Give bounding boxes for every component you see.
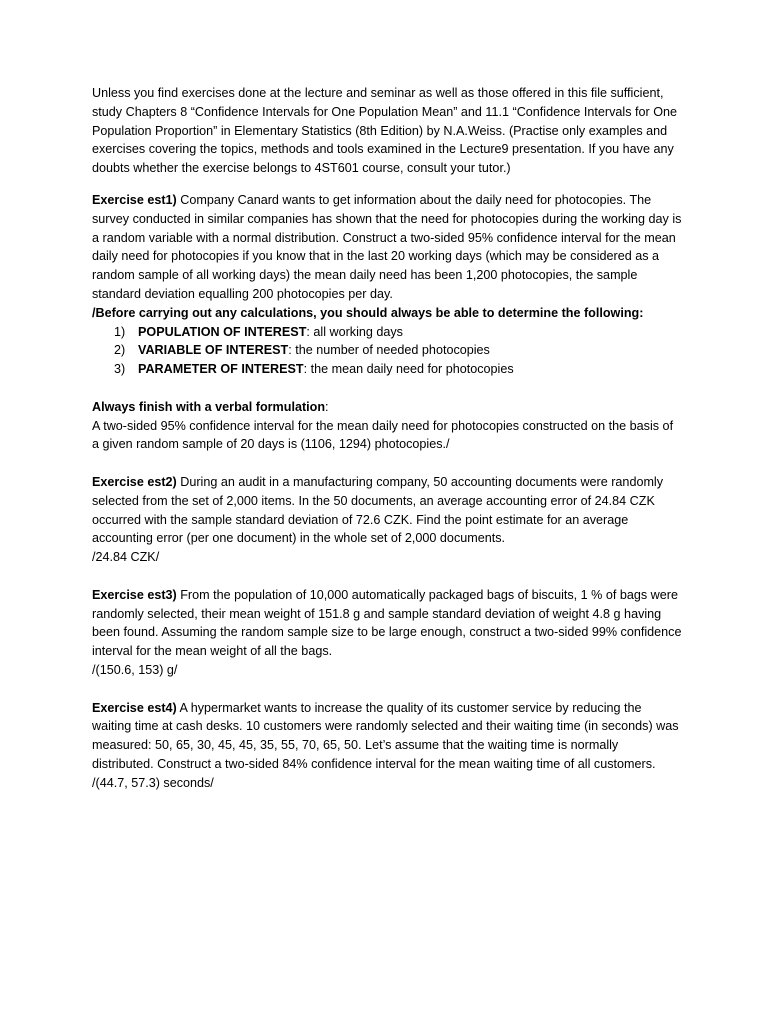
list-item [92,360,682,379]
intro-paragraph: Unless you find exercises done at the lecture and seminar as well as those offered in this file sufficient, study Chapters 8 “Confidence Intervals for One Population Mean” and 11.1 “Confidence Intervals for One Population Proportion” in Elementary Statistics (8th Edition) by N.A.Weiss. (Practise only examples and exercises covering the topics, methods and tools examined in the Lecture9 presentation. If you have any doubts whether the exercise belongs to 4ST601 course, consult your tutor.) [92,86,678,176]
exercise-est3-text: From the population of 10,000 automatically packaged bags of biscuits, 1 % of bags were randomly selected, their mean weight of 151.8 g and sample standard deviation of weight 4.8 g having been found. Assuming the random sample size to be large enough, construct a two-sided 99% confidence interval for the mean weight of all the bags. [92,587,682,659]
list-item-number: 1) [114,324,126,339]
exercise-est1-verbal-colon: : [325,399,329,414]
spacer [92,680,682,699]
exercise-est2-answer: /24.84 CZK/ [92,550,160,565]
list-item-label: PARAMETER OF INTEREST [138,362,304,377]
list-item-value: : all working days [306,324,403,339]
list-item-value: : the mean daily need for photocopies [303,362,514,377]
spacer [92,454,682,473]
exercise-est1-list [92,323,682,379]
document-page [92,84,682,792]
exercise-est4-answer: /(44.7, 57.3) seconds/ [92,775,214,790]
exercise-est3-answer: /(150.6, 153) g/ [92,662,178,677]
list-item-label: POPULATION OF INTEREST [138,324,307,339]
exercise-est2-title: Exercise est2) [92,474,177,489]
exercise-est2 [92,473,682,567]
exercise-est3-title: Exercise est3) [92,587,177,602]
list-item-value: : the number of needed photocopies [288,343,490,358]
list-item-label: VARIABLE OF INTEREST [138,343,289,358]
exercise-est1-title: Exercise est1) [92,192,177,207]
exercise-est4-paragraph [92,699,682,774]
list-item-number: 3) [114,362,126,377]
exercise-est1-before-note: /Before carrying out any calculations, you should always be able to determine the following: [92,305,644,320]
list-item-number: 2) [114,343,126,358]
exercise-est2-text: During an audit in a manufacturing company, 50 accounting documents were randomly selected from the set of 2,000 items. In the 50 documents, an average accounting error of 24.84 CZK occurred with the sample standard deviation of 72.6 CZK. Find the point estimate for an average accounting error (per one document) in the whole set of 2,000 documents. [92,474,664,546]
list-item [92,323,682,342]
exercise-est3 [92,586,682,680]
exercise-est1-verbal-heading [92,398,682,417]
exercise-est1 [92,191,682,454]
exercise-est3-paragraph [92,586,682,661]
spacer [92,379,682,398]
spacer [92,567,682,586]
exercise-est4 [92,699,682,793]
exercise-est4-title: Exercise est4) [92,700,177,715]
exercise-est1-text: Company Canard wants to get information about the daily need for photocopies. The survey conducted in similar companies has shown that the need for photocopies during the working day is a random variable with a normal distribution. Construct a two-sided 95% confidence interval for the mean daily need for photocopies if you know that in the last 20 working days (which may be considered as a random sample of all working days) the mean daily need has been 1,200 photocopies, the sample standard deviation equalling 200 photocopies per day. [92,192,682,301]
list-item [92,341,682,360]
exercise-est4-text: A hypermarket wants to increase the quality of its customer service by reducing the waiting time at cash desks. 10 customers were randomly selected and their waiting time (in seconds) was measured: 50, 65, 30, 45, 45, 35, 55, 70, 65, 50. Let’s assume that the waiting time is normally distributed. Construct a two-sided 84% confidence interval for the mean waiting time of all customers. [92,700,679,771]
exercise-est1-paragraph [92,191,682,304]
exercise-est1-verbal-label: Always finish with a verbal formulation [92,399,326,414]
spacer [92,178,682,191]
exercise-est2-paragraph [92,473,682,548]
exercise-est1-verbal-text: A two-sided 95% confidence interval for the mean daily need for photocopies constructed on the basis of a given random sample of 20 days is (1106, 1294) photocopies./ [92,418,674,452]
